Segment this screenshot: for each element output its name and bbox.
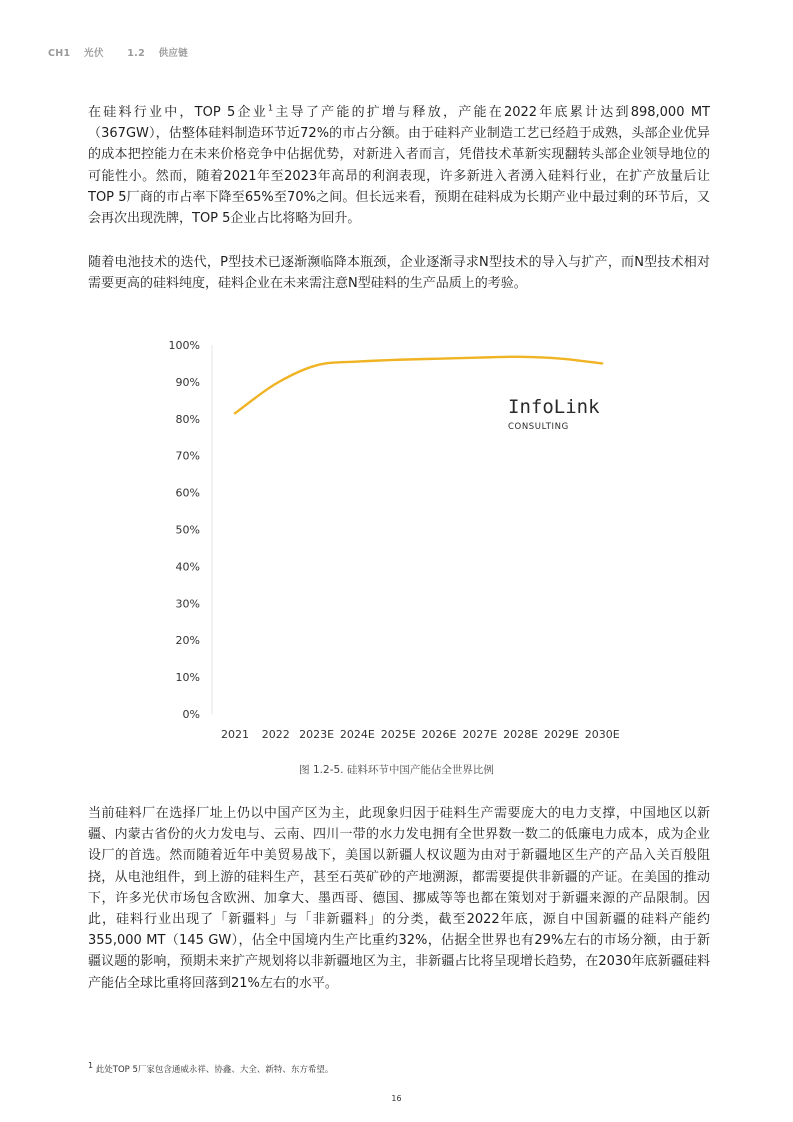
y-tick-label: 100% — [168, 339, 200, 352]
page-number: 16 — [391, 1094, 402, 1103]
footnote-ref[interactable]: 1 — [268, 103, 274, 113]
x-tick-label: 2028E — [503, 728, 539, 741]
section-title: 供应链 — [158, 48, 189, 59]
chapter-title: 光伏 — [84, 48, 104, 59]
x-tick-label: 2025E — [380, 728, 416, 741]
y-tick-label: 50% — [175, 523, 200, 537]
x-tick-label: 2021 — [221, 728, 249, 741]
footnote — [88, 1063, 333, 1075]
footnote-text: 此处TOP 5厂家包含通威永祥、协鑫、大全、新特、东方希望。 — [93, 1065, 334, 1075]
x-tick-label: 2030E — [584, 728, 620, 741]
logo-sub: CONSULTING — [508, 422, 569, 432]
paragraph-n-type: 随着电池技术的迭代，P型技术已逐渐濒临降本瓶颈，企业逐渐寻求N型技术的导入与扩产，而N型技术相对需要更高的硅料纯度，硅料企业在未来需注意N型硅料的生产品质上的考验。 — [88, 255, 710, 292]
x-tick-label: 2022 — [261, 728, 290, 741]
y-tick-label: 20% — [175, 634, 200, 648]
y-tick-label: 0% — [182, 708, 200, 721]
x-tick-label: 2027E — [462, 728, 498, 741]
x-tick-label: 2024E — [339, 728, 375, 741]
y-axis-ticks — [169, 339, 200, 721]
x-tick-label: 2029E — [543, 728, 579, 741]
figure-caption: 图 1.2-5. 硅料环节中国产能佔全世界比例 — [299, 764, 494, 776]
y-tick-label: 40% — [175, 560, 200, 574]
section-number: 1.2 — [127, 48, 145, 59]
y-tick-label: 80% — [175, 412, 200, 426]
running-header — [48, 45, 198, 59]
y-tick-label: 90% — [175, 375, 200, 389]
chapter-number: CH1 — [48, 48, 71, 59]
y-tick-label: 70% — [175, 449, 200, 463]
logo-brand: InfoLink — [508, 396, 600, 418]
footnote-marker: 1 — [88, 1061, 94, 1071]
x-axis-ticks — [221, 728, 620, 741]
y-tick-label: 10% — [175, 671, 200, 685]
paragraph-top5-body: 主导了产能的扩增与释放，产能在2022年底累计达到898,000 MT（367GW），估整体硅料制造环节近72%的市占分额。由于硅料产业制造工艺已经趋于成熟，头部企业优异的成本把控能力在未来价格竞争中佔据优势，对新进入者而言，凭借技术革新实现翻转头部企业领导地位的可能性小。然而，随着2021年至2023年高昂的利润表现，许多新进入者湧入硅料行业，在扩产放量后让TOP 5厂商的市占率下降至65%至70%之间。但长远来看，预期在硅料成为长期产业中最过剩的环节后，又会再次出现洗牌，TOP 5企业占比将略为回升。 — [88, 105, 710, 227]
x-tick-label: 2026E — [421, 728, 457, 741]
y-tick-label: 60% — [175, 486, 200, 500]
x-tick-label: 2023E — [299, 728, 335, 741]
chart-container — [160, 330, 630, 750]
paragraph-xinjiang: 当前硅料厂在选择厂址上仍以中国产区为主，此现象归因于硅料生产需要庞大的电力支撑，中国地区以新疆、内蒙古省份的火力发电与、云南、四川一带的水力发电拥有全世界数一数二的低廉电力成本，成为企业设厂的首选。然而随着近年中美贸易战下，美国以新疆人权议题为由对于新疆地区生产的产品入关百般阻挠，从电池组件，到上游的硅料生产，甚至石英矿砂的产地溯源，都需要提供非新疆的产证。在美国的推动下，许多光伏市场包含欧洲、加拿大、墨西哥、德国、挪威等等也都在策划对于新疆来源的产品限制。因此，硅料行业出现了「新疆料」与「非新疆料」的分类，截至2022年底，源自中国新疆的硅料产能约355,000 MT（145 GW），佔全中国境内生产比重约32%，佔据全世界也有29%左右的市场分额，由于新疆议题的影响，预期未来扩产规划将以非新疆地区为主，非新疆占比将呈现增长趋势，在2030年底新疆硅料产能佔全球比重将回落到21%左右的水平。 — [88, 806, 710, 991]
paragraph-top5 — [88, 102, 710, 229]
line-chart — [160, 330, 630, 750]
infolink-logo — [508, 396, 600, 432]
y-tick-label: 30% — [175, 597, 200, 611]
paragraph-top5-lead: 在硅料行业中，TOP 5企业 — [88, 105, 269, 120]
